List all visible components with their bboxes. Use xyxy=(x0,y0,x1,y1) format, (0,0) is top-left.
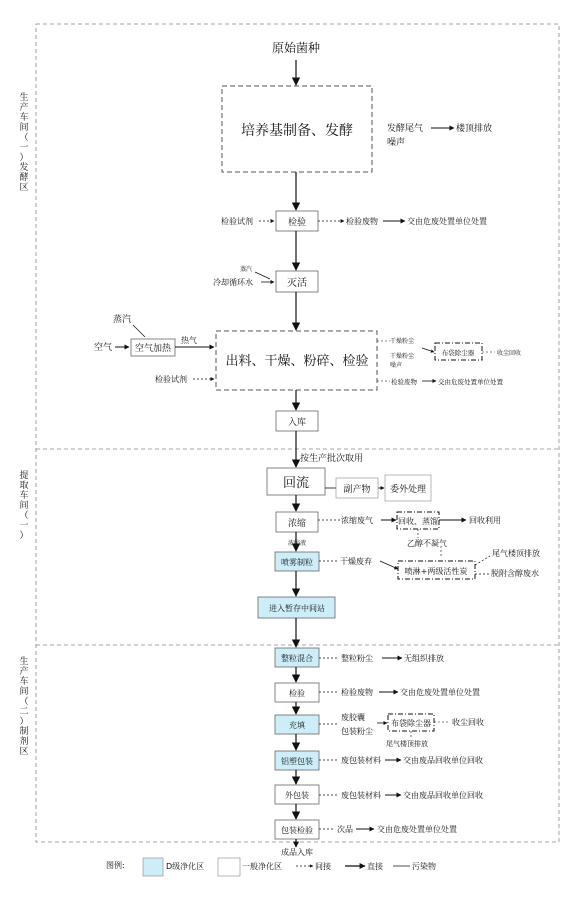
area-label-char: 间 xyxy=(19,687,29,697)
label-granule-dust: 整粒粉尘 xyxy=(341,654,373,663)
label-collect1: 收尘回收 xyxy=(497,350,522,357)
area-label-char: 取 xyxy=(19,481,29,491)
label-spray-carbon: 喷淋+两级活性炭 xyxy=(404,567,468,576)
label-air-heat: 空气加热 xyxy=(134,344,172,354)
node-inactivate-label: 灭活 xyxy=(287,278,307,289)
label-dry-gas: 干燥废弃 xyxy=(340,557,372,566)
label-test-waste2: 检验废物 xyxy=(391,378,417,386)
label-by-batch: 按生产批次取用 xyxy=(300,454,364,464)
area-label-char: 车 xyxy=(19,677,29,687)
node-outer-label: 外包装 xyxy=(285,791,309,800)
node-storage-label: 入库 xyxy=(287,418,307,428)
label-outsource: 委外处理 xyxy=(389,485,427,495)
label-ethanol: 乙醇不凝气 xyxy=(407,539,447,548)
label-tail-roof: 尾气楼顶排放 xyxy=(492,549,540,558)
label-ferm-gas: 发酵尾气 xyxy=(387,124,424,134)
line-tail xyxy=(475,556,490,565)
label-hot-air: 热气 xyxy=(181,336,197,345)
area-label-formulation xyxy=(19,655,28,757)
area-label-char: 发 xyxy=(19,163,29,173)
label-waste-pack1: 废包装材料 xyxy=(341,756,381,765)
label-finished: 成品入库 xyxy=(281,848,313,857)
area-label-char: 间 xyxy=(19,501,29,511)
area-label-char: 车 xyxy=(19,491,29,501)
area-label-char: 剂 xyxy=(19,737,29,747)
node-fill-label: 充填 xyxy=(289,721,305,730)
area-label-extraction xyxy=(19,469,28,541)
label-cooling: 冷却循环水 xyxy=(213,278,253,287)
area-label-char: 区 xyxy=(19,747,29,757)
label-hazard4: 交由危废处置单位处置 xyxy=(377,825,457,834)
area-label-char: ） xyxy=(19,531,29,541)
node-concentrate-label: 浓缩 xyxy=(287,519,307,529)
label-air: 空气 xyxy=(94,343,113,353)
label-steam1: 蒸汽 xyxy=(240,266,253,273)
label-roof-exhaust: 楼顶排放 xyxy=(456,124,493,134)
label-byproduct: 副产物 xyxy=(343,485,371,495)
node-ferment-label: 培养基制备、发酵 xyxy=(241,123,353,139)
node-spray-label: 喷雾制粒 xyxy=(281,558,313,567)
label-test-waste3: 检验废物 xyxy=(341,688,373,697)
label-steam2: 蒸汽 xyxy=(113,315,132,325)
label-conc-gas: 浓缩废气 xyxy=(341,516,373,525)
area-label-char: 产 xyxy=(19,103,29,113)
label-dry-dust2: 干燥粉尘 xyxy=(390,353,415,360)
label-waste-pack2: 废包装材料 xyxy=(341,791,381,800)
node-tempstore-label: 进入暂存中间站 xyxy=(269,604,325,613)
label-dry-dust1: 干燥粉尘 xyxy=(390,338,415,345)
label-test-waste1: 检验废物 xyxy=(346,217,378,226)
area-label-char: （ xyxy=(19,511,29,521)
label-desorb-water: 脱附含醇废水 xyxy=(491,569,539,578)
legend-pollutant-label: 污染物 xyxy=(412,862,436,871)
label-hazard2: 交由危废处置单位处置 xyxy=(438,378,503,386)
node-alu-label: 铝塑包装 xyxy=(281,757,313,766)
area-label-char: 生 xyxy=(19,657,29,667)
label-collect2: 收尘回收 xyxy=(452,718,484,727)
area-label-char: （ xyxy=(19,133,29,143)
area-label-fermentation xyxy=(19,91,28,193)
node-inspect2-label: 检验 xyxy=(289,689,305,698)
label-test-reagent1: 检验试剂 xyxy=(221,217,253,226)
line-steam1 xyxy=(255,272,270,279)
label-noise2: 噪声 xyxy=(390,362,403,369)
node-granule-label: 整粒混合 xyxy=(281,654,313,663)
label-test-reagent2: 检验试剂 xyxy=(155,375,187,384)
area-label-char: 间 xyxy=(19,123,29,133)
legend-direct-label: 直接 xyxy=(367,862,383,871)
legend-indirect-label: 间接 xyxy=(315,862,331,871)
label-recover-distill: 回收、蒸馏 xyxy=(398,517,438,526)
area-label-char: （ xyxy=(19,697,29,707)
area-label-char: 酵 xyxy=(19,173,29,183)
label-noise: 噪声 xyxy=(387,138,406,148)
label-unorganized: 无组织排放 xyxy=(404,654,444,663)
node-discharge-label: 出料、干燥、粉碎、检验 xyxy=(225,354,369,369)
area-label-char: ） xyxy=(19,717,29,727)
area-label-char: 二 xyxy=(19,707,29,717)
node-reflux-label: 回流 xyxy=(282,476,310,491)
area-label-char: 制 xyxy=(19,727,29,737)
legend xyxy=(106,858,436,876)
label-hazard3: 交由危废处置单位处置 xyxy=(400,688,480,697)
label-waste-capsule: 废胶囊 xyxy=(341,713,365,722)
area-label-char: 车 xyxy=(19,113,29,123)
legend-d-class-swatch xyxy=(143,858,163,876)
label-conc-liquid: 浓缩液 xyxy=(288,540,307,547)
label-bag-filter2: 布袋除尘器 xyxy=(391,719,431,728)
area-label-char: 一 xyxy=(19,143,29,153)
label-tail-roof2: 尾气楼顶排放 xyxy=(386,740,428,748)
arrow-dry-gas xyxy=(380,561,398,569)
area-label-char: 区 xyxy=(19,183,29,193)
area-label-char: ） xyxy=(19,153,29,163)
label-recycle-unit2: 交由废品回收单位回收 xyxy=(403,791,483,800)
area-label-char: 产 xyxy=(19,667,29,677)
line-steam2 xyxy=(133,325,145,337)
label-hazard1: 交由危废处置单位处置 xyxy=(407,217,487,226)
label-sub-product: 次品 xyxy=(337,825,353,834)
legend-title: 图例: xyxy=(106,861,125,870)
label-recycle: 回收利用 xyxy=(469,516,501,525)
area-label-char: 一 xyxy=(19,521,29,531)
node-inspect1-label: 检验 xyxy=(287,218,307,228)
node-packcheck-label: 包装检验 xyxy=(281,826,313,835)
legend-general-swatch xyxy=(218,858,240,876)
area-label-char: 生 xyxy=(19,93,29,103)
legend-general-label: 一般净化区 xyxy=(242,862,282,871)
start-label: 原始菌种 xyxy=(271,41,321,55)
legend-d-class-label: D级净化区 xyxy=(166,862,205,871)
label-recycle-unit1: 交由废品回收单位回收 xyxy=(403,756,483,765)
label-bag-filter1: 布袋除尘器 xyxy=(441,349,475,357)
arrow-dust-filter xyxy=(422,348,434,352)
area-label-char: 提 xyxy=(19,471,29,481)
label-pack-dust: 包装粉尘 xyxy=(341,727,373,736)
